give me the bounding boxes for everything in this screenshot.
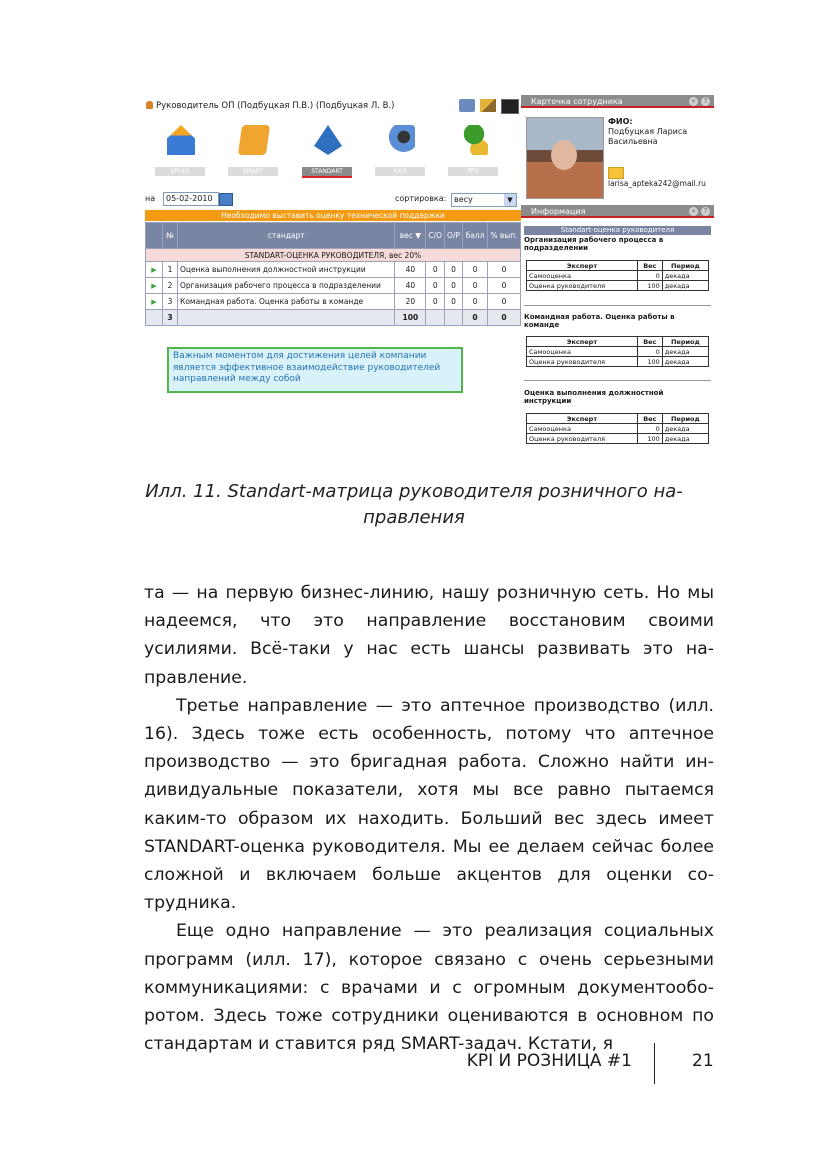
header-play bbox=[146, 223, 163, 249]
paragraph: та — на первую бизнес-линию, нашу розничную сеть. Но мы надеемся, что это направление восстановим своими усилиями. Всё-таки у нас есть шансы развивать это направление. bbox=[144, 583, 714, 688]
play-icon[interactable]: ▶ bbox=[146, 262, 163, 278]
info-section-title: Организация рабочего процесса в подразделении bbox=[524, 236, 664, 252]
total-percent: 0 bbox=[488, 310, 521, 326]
period: декада bbox=[662, 347, 708, 357]
header-number[interactable]: № bbox=[163, 223, 178, 249]
module-ppx[interactable] bbox=[448, 119, 498, 177]
module-smart[interactable] bbox=[228, 119, 278, 177]
row-co: 0 bbox=[426, 278, 445, 294]
total-blank bbox=[146, 310, 163, 326]
weight: 100 bbox=[637, 281, 662, 291]
employee-card-title: Карточка сотрудника bbox=[531, 97, 623, 106]
table-header bbox=[146, 223, 521, 249]
col-expert: Эксперт bbox=[527, 261, 638, 271]
module-label: PPX bbox=[448, 167, 498, 176]
money-icon bbox=[460, 125, 488, 155]
table-row[interactable] bbox=[146, 294, 521, 310]
k-es-person-icon bbox=[387, 125, 415, 155]
employee-info bbox=[608, 117, 712, 147]
broom-icon[interactable] bbox=[480, 99, 496, 112]
header-percent[interactable]: % вып. bbox=[488, 223, 521, 249]
date-label: на bbox=[145, 194, 156, 203]
weight: 0 bbox=[637, 347, 662, 357]
side-panels bbox=[521, 95, 714, 457]
caption-line-1: Илл. 11. Standart-матрица руководителя розничного на- bbox=[145, 481, 683, 502]
play-icon[interactable]: ▶ bbox=[146, 294, 163, 310]
row-percent: 0 bbox=[488, 294, 521, 310]
paragraph: Еще одно направление — это реализация социальных программ (илл. 17), которое связано с очень серьезными коммуникациями: с врачами и с огромным документооборотом. Здесь тоже сотрудники оцениваются в основном по стандартам и ставится ряд SMART-задач. Кстати, я bbox=[144, 921, 714, 1055]
total-weight: 100 bbox=[395, 310, 426, 326]
smart-folder-icon bbox=[238, 125, 270, 155]
row-name: Организация рабочего процесса в подразделении bbox=[178, 278, 395, 294]
module-k-es[interactable] bbox=[375, 119, 425, 177]
sort-value: весу bbox=[454, 195, 473, 204]
divider bbox=[524, 380, 711, 381]
total-blank bbox=[445, 310, 463, 326]
weight: 100 bbox=[637, 357, 662, 367]
info-title: Информация bbox=[531, 207, 586, 216]
row-or: 0 bbox=[445, 262, 463, 278]
weight: 0 bbox=[637, 424, 662, 434]
employee-card-header bbox=[521, 95, 714, 108]
period: декада bbox=[662, 271, 708, 281]
module-bar bbox=[145, 119, 521, 177]
period: декада bbox=[662, 424, 708, 434]
col-weight: Вес bbox=[637, 261, 662, 271]
header-co[interactable]: С/О bbox=[426, 223, 445, 249]
weight: 0 bbox=[637, 271, 662, 281]
header-or[interactable]: О/Р bbox=[445, 223, 463, 249]
row-weight: 40 bbox=[395, 278, 426, 294]
standart-table bbox=[145, 222, 521, 326]
info-table-header bbox=[527, 337, 709, 347]
total-row bbox=[146, 310, 521, 326]
sort-label: сортировка: bbox=[395, 194, 447, 203]
module-label: STANDART bbox=[302, 167, 352, 178]
module-standart[interactable] bbox=[302, 119, 352, 177]
info-row bbox=[527, 271, 709, 281]
header-score[interactable]: балл bbox=[463, 223, 488, 249]
help-icon[interactable]: ? bbox=[701, 97, 710, 106]
row-score: 0 bbox=[463, 278, 488, 294]
row-name: Командная работа. Оценка работы в команде bbox=[178, 294, 395, 310]
paragraph: Третье направление — это аптечное производство (илл. 16). Здесь тоже есть особенность, потому что аптечное производство — это бригадная работа. Сложно найти индивидуальные показатели, хотя мы все равно пытаемся каким-то образом их находить. Больший вес здесь имеет STANDART-оценка руководителя. Мы ее делаем сейчас более сложной и включаем больше акцентов для оценки сотрудника. bbox=[144, 695, 714, 914]
expert: Самооценка bbox=[527, 424, 638, 434]
expert: Оценка руководителя bbox=[527, 357, 638, 367]
period: декада bbox=[662, 281, 708, 291]
page-number: 21 bbox=[692, 1051, 714, 1071]
row-score: 0 bbox=[463, 294, 488, 310]
header-weight[interactable] bbox=[395, 223, 426, 249]
col-weight: Вес bbox=[637, 337, 662, 347]
info-section-title: Оценка выполнения должностной инструкции bbox=[524, 389, 664, 405]
group-title: STANDART-ОЦЕНКА РУКОВОДИТЕЛЯ, вес 20% bbox=[146, 249, 521, 262]
fio-value: Подбуцкая Лариса Васильевна bbox=[608, 127, 688, 146]
printer-icon[interactable] bbox=[459, 99, 475, 112]
col-weight: Вес bbox=[637, 414, 662, 424]
monitor-icon[interactable] bbox=[501, 99, 519, 114]
note-box: Важным моментом для достижения целей компании является эффективное взаимодействие руководителей направлений между собой bbox=[167, 347, 463, 393]
total-count: 3 bbox=[163, 310, 178, 326]
panel-controls bbox=[689, 97, 710, 106]
figure-caption bbox=[130, 479, 698, 531]
row-weight: 20 bbox=[395, 294, 426, 310]
info-row bbox=[527, 281, 709, 291]
row-score: 0 bbox=[463, 262, 488, 278]
email-link[interactable]: larisa_apteka242@mail.ru bbox=[608, 179, 706, 188]
warning-banner: Необходимо выставить оценку технической поддержки bbox=[145, 210, 521, 221]
date-input[interactable]: 05-02-2010 bbox=[163, 192, 219, 206]
footer-divider bbox=[654, 1043, 655, 1084]
col-period: Период bbox=[662, 337, 708, 347]
row-or: 0 bbox=[445, 278, 463, 294]
sort-desc-icon: ▼ bbox=[415, 231, 422, 240]
row-percent: 0 bbox=[488, 262, 521, 278]
expert: Самооценка bbox=[527, 271, 638, 281]
help-icon[interactable]: ? bbox=[701, 207, 710, 216]
expert: Оценка руководителя bbox=[527, 281, 638, 291]
module-kpi-es[interactable] bbox=[155, 119, 205, 177]
fio-label: ФИО: bbox=[608, 117, 633, 126]
row-or: 0 bbox=[445, 294, 463, 310]
app-screenshot bbox=[145, 97, 521, 415]
expert: Самооценка bbox=[527, 347, 638, 357]
col-expert: Эксперт bbox=[527, 414, 638, 424]
body-text bbox=[144, 579, 714, 1058]
period: декада bbox=[662, 434, 708, 444]
info-table-header bbox=[527, 261, 709, 271]
weight: 100 bbox=[637, 434, 662, 444]
total-blank bbox=[178, 310, 395, 326]
row-weight: 40 bbox=[395, 262, 426, 278]
employee-photo bbox=[526, 117, 604, 199]
col-expert: Эксперт bbox=[527, 337, 638, 347]
info-table bbox=[526, 336, 709, 367]
module-label: SMART bbox=[228, 167, 278, 176]
info-table bbox=[526, 413, 709, 444]
row-co: 0 bbox=[426, 262, 445, 278]
row-number: 2 bbox=[163, 278, 178, 294]
collapse-icon[interactable]: « bbox=[689, 97, 698, 106]
module-label: K-ES bbox=[375, 167, 425, 176]
info-row bbox=[527, 347, 709, 357]
info-table-header bbox=[527, 414, 709, 424]
face-shape bbox=[551, 140, 577, 170]
caption-line-2: правления bbox=[363, 507, 465, 528]
header-standard[interactable]: стандарт bbox=[178, 223, 395, 249]
divider bbox=[524, 305, 711, 306]
info-header bbox=[521, 205, 714, 218]
period: декада bbox=[662, 357, 708, 367]
mail-icon[interactable] bbox=[608, 167, 624, 179]
sort-select[interactable] bbox=[451, 193, 517, 207]
table-row[interactable] bbox=[146, 278, 521, 294]
table-row[interactable] bbox=[146, 262, 521, 278]
info-table bbox=[526, 260, 709, 291]
module-label: KPI-ES bbox=[155, 167, 205, 176]
user-icon bbox=[146, 101, 153, 109]
info-row bbox=[527, 424, 709, 434]
row-co: 0 bbox=[426, 294, 445, 310]
info-row bbox=[527, 434, 709, 444]
play-icon[interactable]: ▶ bbox=[146, 278, 163, 294]
expert: Оценка руководителя bbox=[527, 434, 638, 444]
chevron-down-icon[interactable]: ▼ bbox=[504, 194, 516, 206]
kpi-house-icon bbox=[167, 125, 195, 155]
header-weight-label: вес bbox=[399, 231, 413, 240]
total-blank bbox=[426, 310, 445, 326]
running-footer-title: KPI И РОЗНИЦА #1 bbox=[466, 1051, 632, 1071]
standart-goal-icon bbox=[314, 125, 342, 155]
row-percent: 0 bbox=[488, 278, 521, 294]
info-section-title: Командная работа. Оценка работы в команде bbox=[524, 313, 675, 329]
group-row bbox=[146, 249, 521, 262]
col-period: Период bbox=[662, 414, 708, 424]
filter-row bbox=[145, 191, 521, 207]
row-number: 3 bbox=[163, 294, 178, 310]
calendar-icon[interactable] bbox=[219, 193, 233, 206]
col-period: Период bbox=[662, 261, 708, 271]
collapse-icon[interactable]: « bbox=[689, 207, 698, 216]
total-score: 0 bbox=[463, 310, 488, 326]
toolbar bbox=[459, 99, 519, 114]
info-row bbox=[527, 357, 709, 367]
app-title: Руководитель ОП (Подбуцкая П.В.) (Подбуцкая Л. В.) bbox=[156, 101, 395, 111]
info-subheader: Standart-оценка руководителя bbox=[524, 226, 711, 235]
row-number: 1 bbox=[163, 262, 178, 278]
row-name: Оценка выполнения должностной инструкции bbox=[178, 262, 395, 278]
panel-controls bbox=[689, 207, 710, 216]
